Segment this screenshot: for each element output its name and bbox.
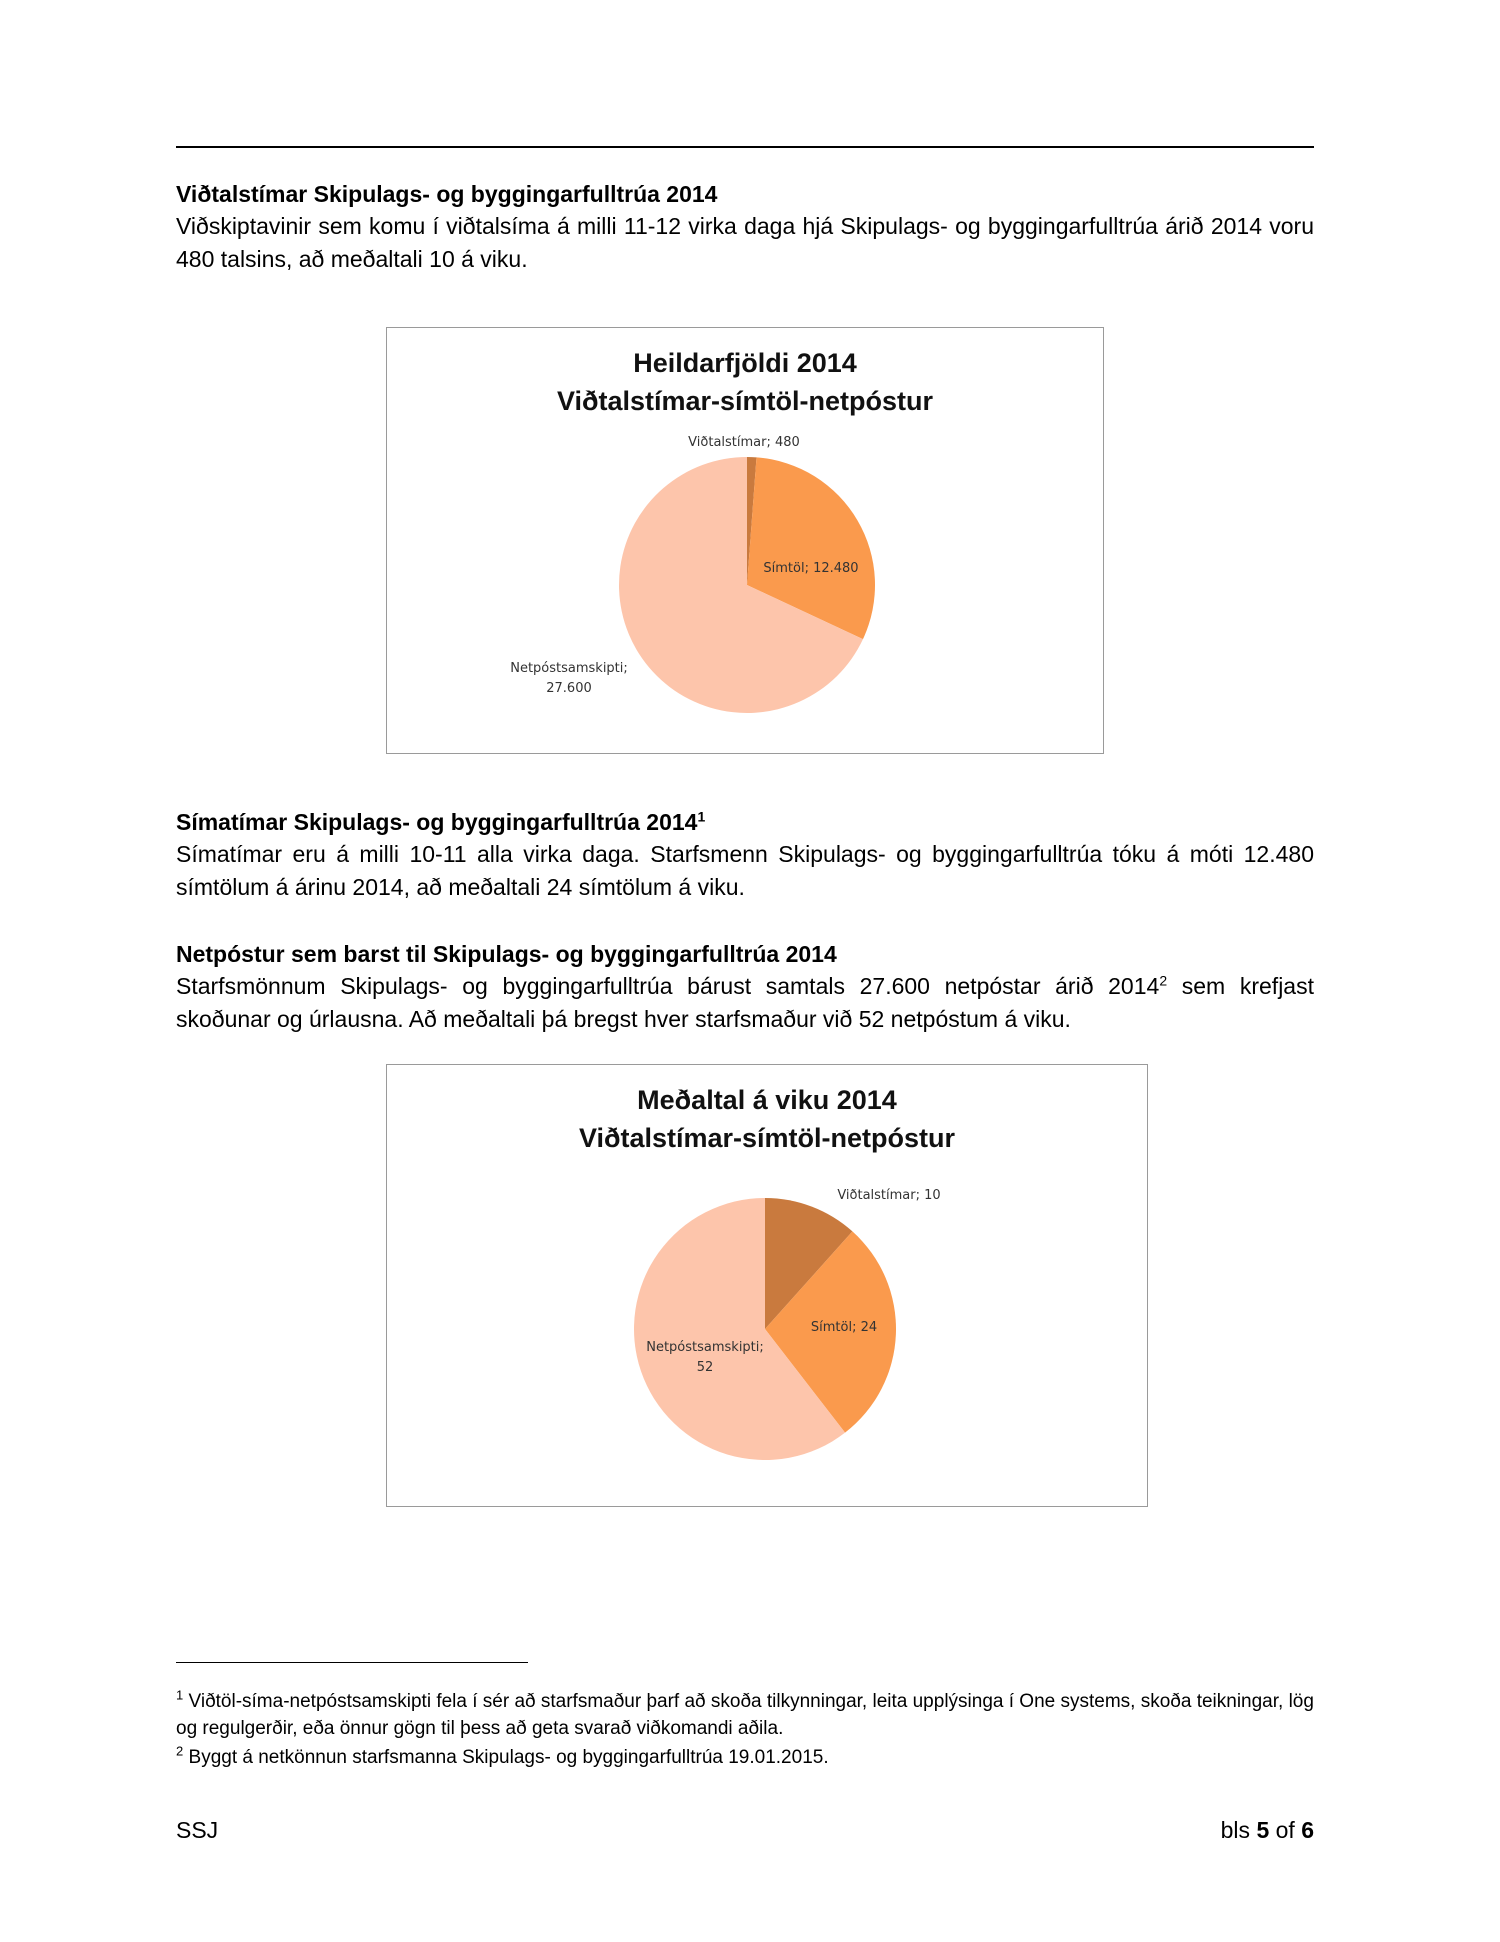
footnote-2: [176, 1744, 1314, 1771]
footnote-1: [176, 1688, 1314, 1742]
footer-author: SSJ: [176, 1817, 219, 1843]
footnote-mark-2: 2: [176, 1743, 184, 1759]
section-title-netpostur: Netpóstur sem barst til Skipulags- og byggingarfulltrúa 2014: [176, 941, 837, 967]
footer-total-pages: 6: [1301, 1817, 1314, 1843]
data-label-vidtalstimar: Viðtalstímar; 10: [837, 1188, 941, 1203]
pie-plot-area: [387, 328, 1105, 755]
footnote-mark-1: 1: [176, 1687, 184, 1703]
header-rule: [176, 146, 1314, 148]
footer-page-number: [1221, 1817, 1314, 1844]
chart-title-line2: Viðtalstímar-símtöl-netpóstur: [578, 1123, 956, 1153]
chart-title-line1: Meðaltal á viku 2014: [637, 1085, 897, 1115]
data-label-netpostsamskipti: Netpóstsamskipti;: [646, 1340, 764, 1355]
section-title-vidtalstimar: Viðtalstímar Skipulags- og byggingarfulltrúa 2014: [176, 181, 718, 207]
pie-plot-area: [387, 1065, 1149, 1508]
footer-current-page: 5: [1256, 1817, 1270, 1843]
footnote-ref-2[interactable]: 2: [1159, 972, 1168, 989]
section-title-simatimar: [176, 806, 705, 838]
footnote-ref-1[interactable]: 1: [697, 808, 706, 825]
pie-chart-medaltal: [386, 1064, 1148, 1507]
footer-bls: bls: [1220, 1817, 1257, 1843]
data-label-netpostsamskipti-value: 27.600: [546, 681, 592, 696]
data-label-netpostsamskipti-value: 52: [696, 1360, 714, 1375]
paragraph-netpostur: [176, 970, 1314, 1036]
footnote-1-text: Viðtöl-síma-netpóstsamskipti fela í sér að starfsmaður þarf að skoða tilkynningar, leita upplýsinga í One systems, skoða teikningar, lög og regulgerðir, eða önnur gögn til þess að geta svarað viðkomandi aðila.: [176, 1691, 1314, 1739]
data-label-simtol: Símtöl; 24: [810, 1320, 878, 1335]
section-title-text: Símatímar Skipulags- og byggingarfulltrúa 2014: [176, 809, 698, 835]
data-label-netpostsamskipti: Netpóstsamskipti;: [510, 661, 628, 676]
paragraph-text-part2: sem krefjast skoðunar og úrlausna. Að meðaltali þá bregst hver starfsmaður við 52 netpóstum á viku.: [176, 973, 1314, 1032]
footer-of: of: [1269, 1817, 1302, 1843]
data-label-vidtalstimar: Viðtalstímar; 480: [688, 435, 800, 450]
data-label-simtol: Símtöl; 12.480: [763, 561, 859, 576]
paragraph-vidtalstimar: Viðskiptavinir sem komu í viðtalsíma á milli 11-12 virka daga hjá Skipulags- og byggingarfulltrúa árið 2014 voru 480 talsins, að meðaltali 10 á viku.: [176, 213, 1314, 272]
chart-title-line1: Heildarfjöldi 2014: [633, 348, 857, 378]
paragraph-simatimar: Símatímar eru á milli 10-11 alla virka daga. Starfsmenn Skipulags- og byggingarfulltrúa tóku á móti 12.480 símtölum á árinu 2014, að meðaltali 24 símtölum á viku.: [176, 841, 1314, 900]
footnote-rule: [176, 1662, 528, 1663]
pie-chart-heildarfjoldi: [386, 327, 1104, 754]
chart-title-line2: Viðtalstímar-símtöl-netpóstur: [556, 386, 934, 416]
paragraph-text-part1: Starfsmönnum Skipulags- og byggingarfulltrúa bárust samtals 27.600 netpóstar árið 2014: [176, 973, 1160, 999]
footnote-2-text: Byggt á netkönnun starfsmanna Skipulags- og byggingarfulltrúa 19.01.2015.: [188, 1747, 829, 1768]
